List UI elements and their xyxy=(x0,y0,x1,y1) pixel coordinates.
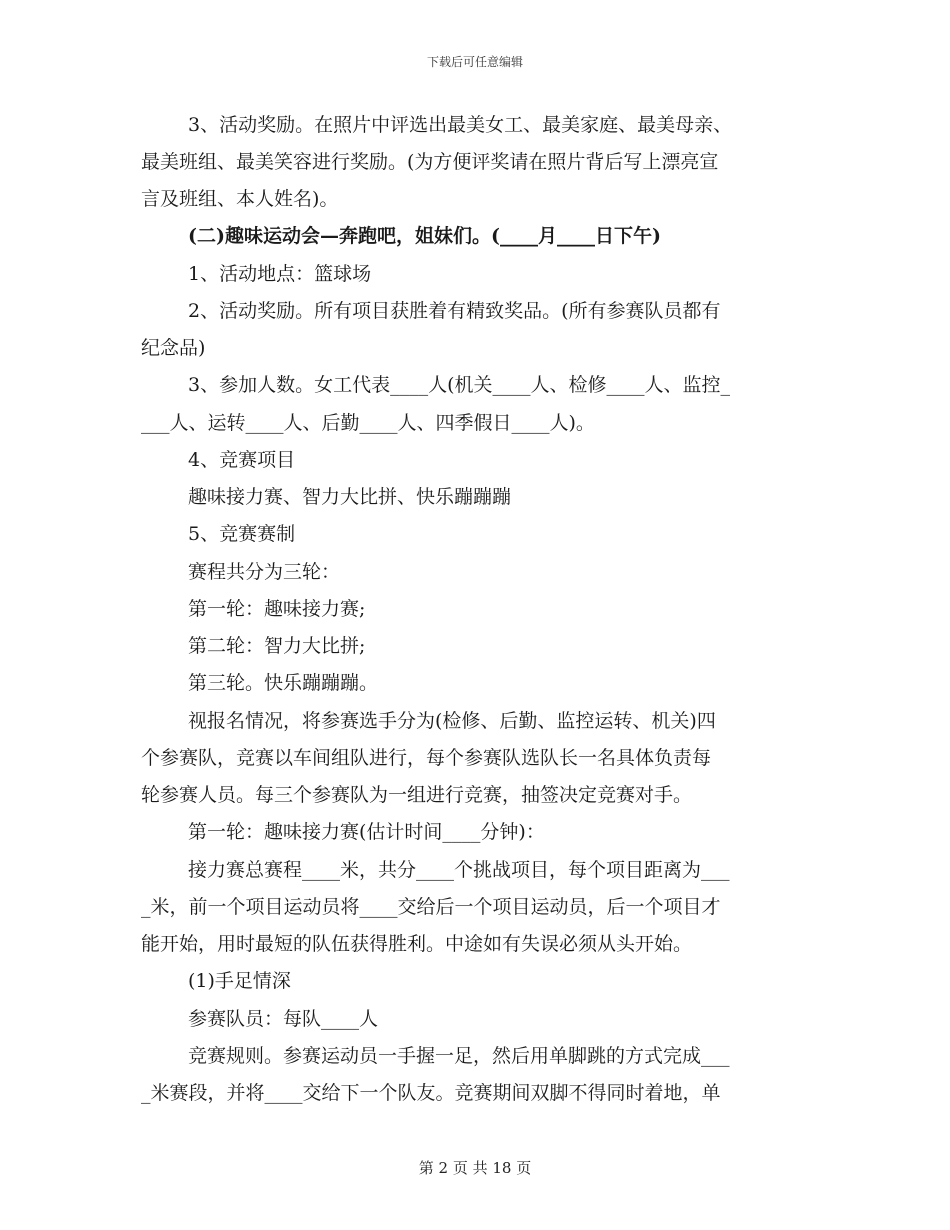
text-line: 能开始，用时最短的队伍获得胜利。中途如有失误必须从头开始。 xyxy=(141,933,693,955)
text-line: 言及班组、本人姓名)。 xyxy=(141,188,339,210)
text-line: 第三轮。快乐蹦蹦蹦。 xyxy=(188,672,379,694)
text-line: 竞赛规则。参赛运动员一手握一足，然后用单脚跳的方式完成___ xyxy=(188,1045,730,1067)
section-heading: (二)趣味运动会—奔跑吧，姐妹们。(____月____日下午) xyxy=(188,225,661,247)
text-line: 3、参加人数。女工代表____人(机关____人、检修____人、监控_ xyxy=(188,374,731,396)
text-line: 个参赛队，竞赛以车间组队进行，每个参赛队选队长一名具体负责每 xyxy=(141,747,712,769)
text-line: 赛程共分为三轮： xyxy=(188,561,341,583)
page-footer: 第 2 页 共 18 页 xyxy=(418,1159,532,1177)
text-line: _米赛段，并将____交给下一个队友。竞赛期间双脚不得同时着地，单 xyxy=(141,1082,721,1104)
text-line: (1)手足情深 xyxy=(188,970,291,992)
text-line: 1、活动地点：篮球场 xyxy=(188,263,372,285)
text-line: 趣味接力赛、智力大比拼、快乐蹦蹦蹦 xyxy=(188,486,512,508)
text-line: 第一轮：趣味接力赛(估计时间____分钟)： xyxy=(188,821,545,843)
text-line: _米，前一个项目运动员将____交给后一个项目运动员，后一个项目才 xyxy=(141,896,721,918)
text-line: 最美班组、最美笑容进行奖励。(为方便评奖请在照片背后写上漂亮宣 xyxy=(141,151,719,173)
text-line: 纪念品) xyxy=(141,337,206,359)
text-line: 参赛队员：每队____人 xyxy=(188,1008,379,1030)
text-line: 3、活动奖励。在照片中评选出最美女工、最美家庭、最美母亲、 xyxy=(188,114,733,136)
page-header: 下载后可任意编辑 xyxy=(426,55,523,69)
text-line: 4、竞赛项目 xyxy=(188,449,296,471)
text-line: ___人、运转____人、后勤____人、四季假日____人)。 xyxy=(141,412,595,434)
text-line: 第一轮：趣味接力赛; xyxy=(188,598,366,620)
text-line: 接力赛总赛程____米，共分____个挑战项目，每个项目距离为___ xyxy=(188,859,730,881)
text-line: 轮参赛人员。每三个参赛队为一组进行竞赛，抽签决定竞赛对手。 xyxy=(141,784,693,806)
text-line: 2、活动奖励。所有项目获胜着有精致奖品。(所有参赛队员都有 xyxy=(188,300,721,322)
text-line: 第二轮：智力大比拼; xyxy=(188,635,366,657)
text-line: 视报名情况，将参赛选手分为(检修、后勤、监控运转、机关)四 xyxy=(188,710,716,732)
text-line: 5、竞赛赛制 xyxy=(188,523,296,545)
